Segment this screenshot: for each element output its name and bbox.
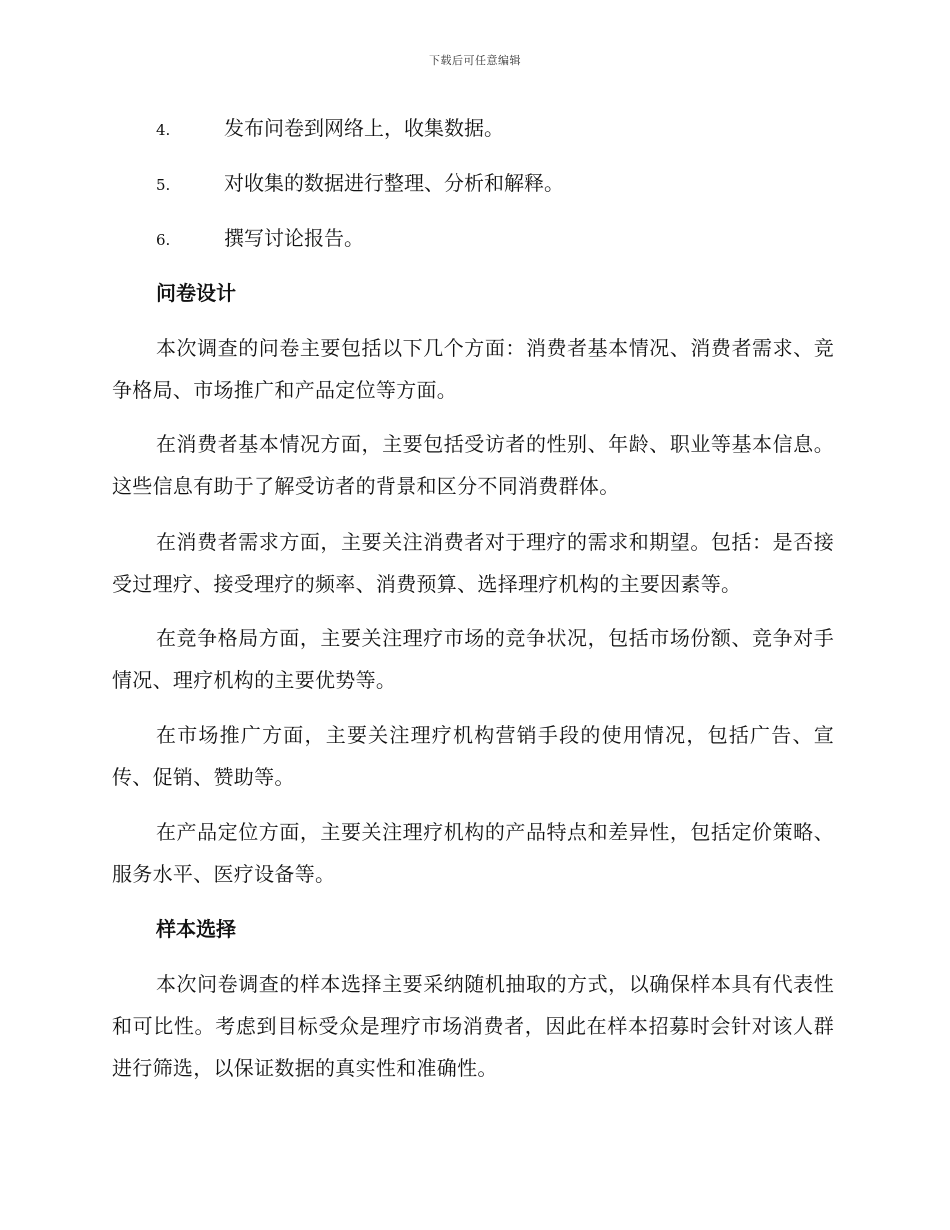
list-text: 对收集的数据进行整理、分析和解释。: [224, 171, 564, 195]
section-heading-questionnaire: 问卷设计: [156, 281, 236, 305]
list-text: 撰写讨论报告。: [224, 226, 364, 250]
section-heading-sample: 样本选择: [156, 917, 236, 941]
paragraph: 在市场推广方面，主要关注理疗机构营销手段的使用情况，包括广告、宣传、促销、赞助等。: [112, 723, 834, 789]
paragraph: 本次问卷调查的样本选择主要采纳随机抽取的方式，以确保样本具有代表性和可比性。考虑到目标受众是理疗市场消费者，因此在样本招募时会针对该人群进行筛选，以保证数据的真实性和准确性。: [112, 972, 834, 1080]
list-item: [156, 114, 504, 144]
list-number: 5.: [156, 176, 171, 194]
paragraph: 在消费者基本情况方面，主要包括受访者的性别、年龄、职业等基本信息。这些信息有助于了解受访者的背景和区分不同消费群体。: [112, 432, 834, 498]
paragraph: 在竞争格局方面，主要关注理疗市场的竞争状况，包括市场份额、竞争对手情况、理疗机构的主要优势等。: [112, 626, 834, 692]
list-text: 发布问卷到网络上，收集数据。: [224, 116, 504, 140]
page-header: 下载后可任意编辑: [429, 54, 521, 67]
list-number: 6.: [156, 231, 171, 249]
list-item: [156, 224, 364, 254]
paragraph: 本次调查的问卷主要包括以下几个方面：消费者基本情况、消费者需求、竞争格局、市场推广和产品定位等方面。: [112, 336, 834, 402]
list-item: [156, 169, 564, 199]
paragraph: 在产品定位方面，主要关注理疗机构的产品特点和差异性，包括定价策略、服务水平、医疗设备等。: [112, 820, 834, 886]
paragraph: 在消费者需求方面，主要关注消费者对于理疗的需求和期望。包括：是否接受过理疗、接受理疗的频率、消费预算、选择理疗机构的主要因素等。: [112, 530, 834, 596]
list-number: 4.: [156, 121, 171, 139]
